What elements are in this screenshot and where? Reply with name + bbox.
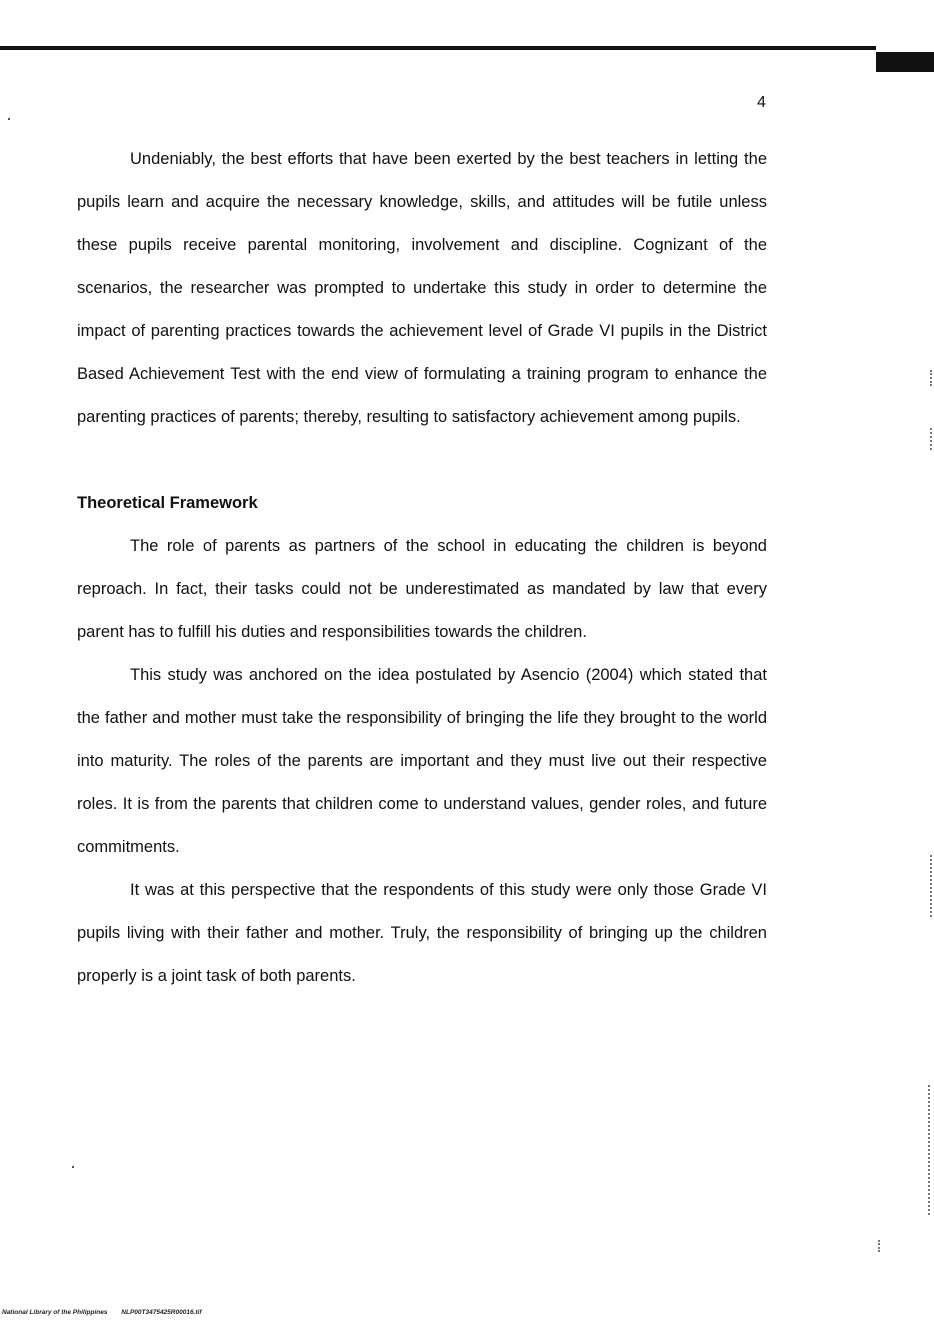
scan-edge-mark xyxy=(928,1085,932,1215)
paragraph-asencio: This study was anchored on the idea postulated by Asencio (2004) which stated that the father and mother must take the responsibility of bringing the life they brought to the world into maturity. The roles of the parents are important and they must live out their respective roles. It is from the parents that children come to understand values, gender roles, and future commitments. xyxy=(77,666,767,856)
document-body xyxy=(77,138,767,998)
scan-speck xyxy=(72,1166,74,1168)
scan-edge-mark xyxy=(930,370,934,386)
footer-library: National Library of the Philippines xyxy=(2,1309,108,1316)
paragraph-intro: Undeniably, the best efforts that have been exerted by the best teachers in letting the pupils learn and acquire the necessary knowledge, skills, and attitudes will be futile unless these pupils receive parental monitoring, involvement and discipline. Cognizant of the scenarios, the researcher was prompted to undertake this study in order to determine the impact of parenting practices towards the achievement level of Grade VI pupils in the District Based Achievement Test with the end view of formulating a training program to enhance the parenting practices of parents; thereby, resulting to satisfactory achievement among pupils. xyxy=(77,150,767,426)
section-heading: Theoretical Framework xyxy=(77,494,258,512)
top-rule xyxy=(0,46,876,50)
scan-edge-mark xyxy=(930,855,934,917)
footer-file-id: NLP00T3475425R00016.tif xyxy=(121,1309,202,1316)
corner-scan-mark xyxy=(876,52,934,72)
scan-edge-mark xyxy=(930,428,934,450)
page-number: 4 xyxy=(757,94,766,111)
scan-edge-mark xyxy=(878,1240,882,1252)
paragraph-respondents: It was at this perspective that the respondents of this study were only those Grade VI pupils living with their father and mother. Truly, the responsibility of bringing up the children properly is a joint task of both parents. xyxy=(77,881,767,985)
scan-footer xyxy=(2,1309,202,1316)
paragraph-role-of-parents: The role of parents as partners of the school in educating the children is beyond reproach. In fact, their tasks could not be underestimated as mandated by law that every parent has to fulfill his duties and responsibilities towards the children. xyxy=(77,537,767,641)
scan-speck xyxy=(8,118,10,120)
section-gap xyxy=(77,439,767,482)
